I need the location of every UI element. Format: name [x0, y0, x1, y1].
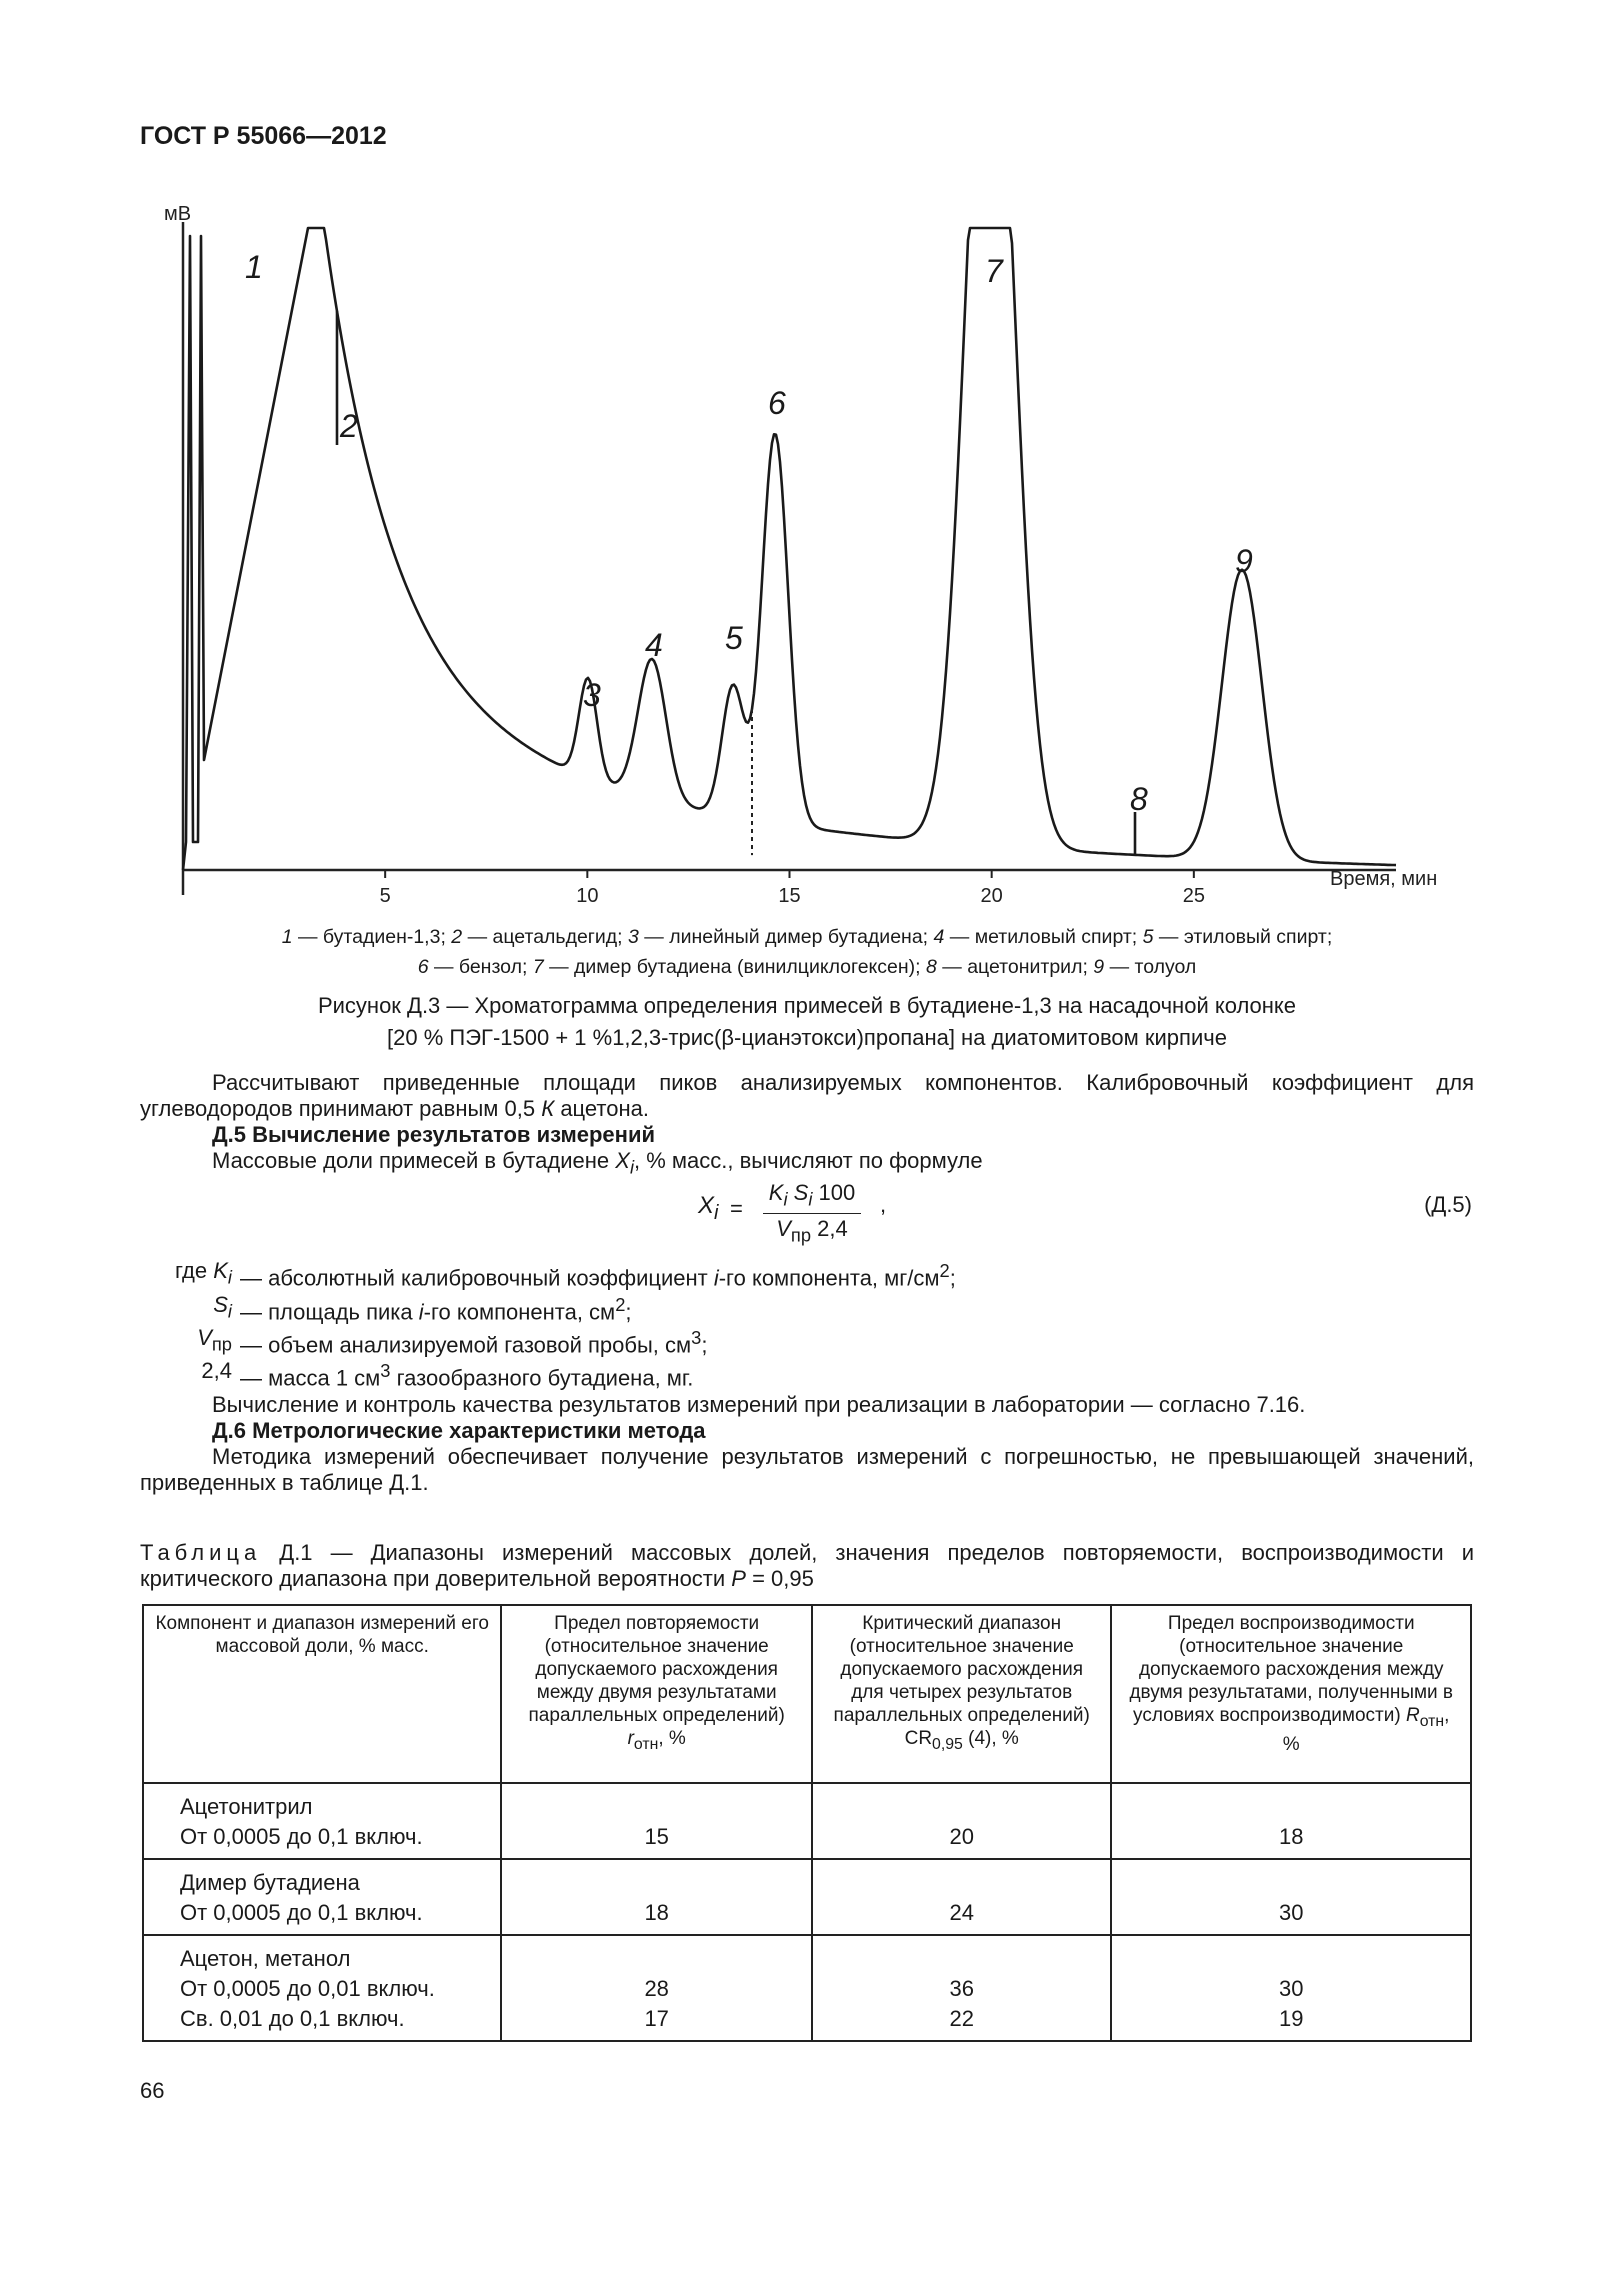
legend-num: 1 — [281, 926, 293, 948]
paragraph-text: , % масс., вычисляют по формуле — [634, 1148, 983, 1173]
legend-text: — бутадиен-1,3; — [292, 926, 452, 948]
x-symbol: X — [615, 1148, 630, 1173]
component-range: От 0,0005 до 0,1 включ. — [180, 1900, 423, 1925]
paragraph-text: Массовые доли примесей в бутадиене — [212, 1148, 616, 1173]
peak-label-7: 7 — [985, 253, 1003, 289]
definition-text: — абсолютный калибровочный коэффициент — [240, 1265, 714, 1291]
definition-i: i — [713, 1265, 719, 1291]
component-range: От 0,0005 до 0,1 включ. — [180, 1824, 423, 1849]
legend-text: — ацетонитрил; — [936, 956, 1094, 978]
x-tick-label: 10 — [576, 885, 599, 907]
definition-desc — [240, 1258, 1474, 1291]
formula-fraction — [752, 1180, 872, 1246]
legend-num: 6 — [417, 956, 429, 978]
cell-R: 18 — [1111, 1783, 1471, 1859]
peak-labels — [245, 249, 1253, 817]
definition-sub: i — [227, 1266, 232, 1288]
formula-k-sub: i — [783, 1188, 788, 1210]
definition-text: — площадь пика — [240, 1299, 419, 1325]
caption-line-1: Рисунок Д.3 — Хроматограмма определения примесей в бутадиене-1,3 на насадочной колонке — [317, 993, 1297, 1018]
header-symbol: r — [627, 1728, 634, 1749]
header-text: Предел воспроизводимости (относительное значение допускаемого расхождения между двумя результатами, полученными в условиях воспроизводимости) — [1129, 1613, 1454, 1726]
x-subscript: i — [629, 1156, 635, 1178]
header-text: Критический диапазон (относительное значение допускаемого расхождения для четырех результатов параллельных определений) CR — [833, 1613, 1090, 1749]
definition-sym: V — [197, 1325, 212, 1351]
header-unit: , % — [658, 1728, 686, 1749]
legend-text: — линейный димер бутадиена; — [638, 926, 934, 948]
definition-tail: ; — [949, 1265, 956, 1291]
legend-num: 4 — [933, 926, 945, 948]
chromatogram-trace — [183, 228, 1396, 870]
document-header: ГОСТ Р 55066—2012 — [140, 122, 387, 150]
legend-num: 3 — [628, 926, 639, 948]
table-row — [143, 1783, 1471, 1859]
definition-symbol — [140, 1258, 240, 1291]
table-row — [143, 1935, 1471, 2041]
legend-num: 7 — [532, 956, 544, 978]
component-name: Димер бутадиена — [180, 1870, 360, 1895]
y-axis-label: мВ — [164, 203, 192, 225]
x-ticks — [380, 870, 1205, 907]
formula-number: (Д.5) — [1424, 1192, 1472, 1218]
definition-desc — [240, 1292, 1474, 1325]
formula-numerator — [763, 1180, 862, 1213]
header-symbol: R — [1405, 1705, 1420, 1726]
formula-v-sub: пр — [790, 1224, 812, 1246]
header-component — [143, 1605, 501, 1783]
definition-symbol: 2,4 — [201, 1358, 232, 1384]
component-name: Ацетон, метанол — [180, 1946, 351, 1971]
component-range: От 0,0005 до 0,01 включ. — [180, 1976, 435, 2001]
cell-cr — [812, 1935, 1112, 2041]
header-repeatability — [501, 1605, 812, 1783]
legend-text: — димер бутадиена (винилциклогексен); — [543, 956, 926, 978]
k-symbol: К — [541, 1096, 555, 1121]
table-number: Д.1 — [261, 1540, 313, 1565]
formula-lhs-sub: i — [714, 1202, 719, 1225]
definition-sub: пр — [211, 1333, 232, 1355]
figure-legend — [150, 922, 1464, 982]
formula-100: 100 — [818, 1180, 856, 1206]
x-tick-label: 5 — [379, 885, 391, 907]
value: 36 — [949, 1976, 974, 2001]
section-heading-d6: Д.6 Метрологические характеристики метода — [212, 1417, 706, 1443]
cell-component — [143, 1783, 501, 1859]
definition-text: -го компонента, мг/см — [718, 1265, 940, 1291]
cell-cr: 20 — [812, 1783, 1112, 1859]
definition-sup: 2 — [939, 1260, 950, 1282]
value: 19 — [1279, 2006, 1304, 2031]
legend-num: 9 — [1093, 956, 1105, 978]
definition-desc — [240, 1325, 1474, 1358]
definition-i: i — [418, 1299, 424, 1325]
header-sub: отн — [633, 1735, 659, 1753]
header-unit: (4), % — [962, 1728, 1019, 1749]
definition-sup: 3 — [691, 1327, 702, 1349]
definition-sup: 2 — [615, 1293, 626, 1315]
definition-k — [140, 1258, 1474, 1291]
component-name: Ацетонитрил — [180, 1794, 313, 1819]
x-tick-label: 25 — [1182, 885, 1205, 907]
definition-text: — объем анализируемой газовой пробы, см — [240, 1332, 692, 1358]
formula-comma: , — [880, 1192, 887, 1218]
definition-tail: ; — [701, 1332, 708, 1358]
peak-label-2: 2 — [340, 408, 358, 444]
definition-mass — [140, 1358, 1474, 1391]
legend-num: 8 — [926, 956, 937, 978]
formula-v: V — [776, 1215, 791, 1241]
value: 22 — [949, 2006, 974, 2031]
paragraph-calibration — [140, 1070, 1474, 1122]
definition-sym: K — [213, 1258, 228, 1284]
peak-label-8: 8 — [1130, 781, 1148, 817]
metrology-table — [142, 1604, 1472, 2042]
body-text — [140, 1070, 1474, 1496]
paragraph-accuracy: Методика измерений обеспечивает получение результатов измерений с погрешностью, не превышающей значений, приведенных в таблице Д.1. — [140, 1443, 1474, 1495]
table-title-end: = 0,95 — [745, 1566, 814, 1591]
paragraph-text: ацетона. — [554, 1096, 649, 1121]
definition-tail: газообразного бутадиена, мг. — [390, 1365, 694, 1391]
definition-symbol — [140, 1292, 240, 1325]
header-sub: отн — [1419, 1712, 1445, 1730]
formula-lhs — [698, 1192, 718, 1225]
paragraph-text: Рассчитывают приведенные площади пиков анализируемых компонентов. Калибровочный коэффициент для углеводородов принимают равным 0,5 — [140, 1070, 1474, 1121]
cell-r: 18 — [501, 1859, 812, 1935]
component-range: Св. 0,01 до 0,1 включ. — [180, 2006, 405, 2031]
page-number: 66 — [140, 2078, 165, 2103]
legend-text: — толуол — [1104, 956, 1197, 978]
header-reproducibility — [1111, 1605, 1471, 1783]
legend-line-1 — [150, 922, 1464, 952]
formula-definitions — [140, 1258, 1474, 1391]
formula-2-4: 2,4 — [817, 1215, 848, 1241]
cell-cr: 24 — [812, 1859, 1112, 1935]
definition-text: -го компонента, см — [423, 1299, 616, 1325]
table-row — [143, 1859, 1471, 1935]
cell-r — [501, 1935, 812, 2041]
header-text: Компонент и диапазон измерений его массовой доли, % масс. — [155, 1613, 489, 1657]
p-symbol: P — [731, 1566, 746, 1591]
formula-lhs-symbol: X — [698, 1192, 715, 1220]
value: 30 — [1279, 1976, 1304, 2001]
value: 28 — [644, 1976, 669, 2001]
definition-v — [140, 1325, 1474, 1358]
figure-caption — [150, 990, 1464, 1054]
table-word: Таблица — [140, 1540, 262, 1565]
formula-s: S — [793, 1180, 809, 1206]
chart-axes — [183, 222, 1396, 895]
definition-text: — масса 1 см — [240, 1365, 381, 1391]
definition-symbol — [140, 1325, 240, 1358]
legend-num: 2 — [451, 926, 463, 948]
x-tick-label: 20 — [980, 885, 1003, 907]
table-title — [140, 1540, 1474, 1592]
chromatogram-chart — [0, 0, 1614, 930]
value: 17 — [644, 2006, 669, 2031]
header-text: Предел повторяемости (относительное значение допускаемого расхождения между двумя результатами параллельных определений) — [528, 1613, 785, 1726]
legend-text: — этиловый спирт; — [1153, 926, 1333, 948]
legend-num: 5 — [1142, 926, 1154, 948]
caption-line-2: [20 % ПЭГ-1500 + 1 %1,2,3-трис(β-цианэтокси)пропана] на диатомитовом кирпиче — [387, 1025, 1227, 1050]
definition-s — [140, 1292, 1474, 1325]
cell-component — [143, 1935, 501, 2041]
header-critical-range — [812, 1605, 1112, 1783]
paragraph-quality-control: Вычисление и контроль качества результатов измерений при реализации в лаборатории — согласно 7.16. — [212, 1391, 1306, 1417]
formula-d5 — [140, 1180, 1474, 1258]
definition-desc — [240, 1358, 1474, 1391]
paragraph-formula-intro — [140, 1148, 1474, 1180]
definition-sup: 3 — [380, 1360, 391, 1382]
peak-label-9: 9 — [1235, 543, 1253, 579]
x-axis-label: Время, мин — [1330, 868, 1438, 890]
definition-sub: i — [227, 1300, 232, 1322]
header-sub: 0,95 — [932, 1735, 963, 1753]
peak-label-1: 1 — [245, 249, 263, 285]
table-title-text: — Диапазоны измерений массовых долей, значения пределов повторяемости, воспроизводимости и критического диапазона при доверительной вероятности — [140, 1540, 1474, 1591]
formula-s-sub: i — [808, 1188, 813, 1210]
formula-denominator — [752, 1214, 872, 1246]
definition-tail: ; — [625, 1299, 632, 1325]
legend-text: — бензол; — [428, 956, 533, 978]
peak-label-4: 4 — [645, 627, 663, 663]
legend-text: — ацетальдегид; — [462, 926, 629, 948]
formula-k: K — [768, 1180, 784, 1206]
table-header-row — [143, 1605, 1471, 1783]
definition-prefix: где — [175, 1258, 214, 1284]
peak-label-3: 3 — [583, 677, 601, 713]
peak-label-6: 6 — [768, 385, 786, 421]
legend-line-2 — [150, 952, 1464, 982]
cell-R: 30 — [1111, 1859, 1471, 1935]
section-heading-d5: Д.5 Вычисление результатов измерений — [212, 1122, 655, 1147]
formula-equals: = — [730, 1196, 743, 1222]
legend-text: — метиловый спирт; — [944, 926, 1143, 948]
x-tick-label: 15 — [778, 885, 801, 907]
cell-component — [143, 1859, 501, 1935]
definition-sym: S — [213, 1291, 228, 1317]
header-unit: , % — [1282, 1705, 1450, 1755]
cell-R — [1111, 1935, 1471, 2041]
cell-r: 15 — [501, 1783, 812, 1859]
peak-label-5: 5 — [725, 620, 743, 656]
